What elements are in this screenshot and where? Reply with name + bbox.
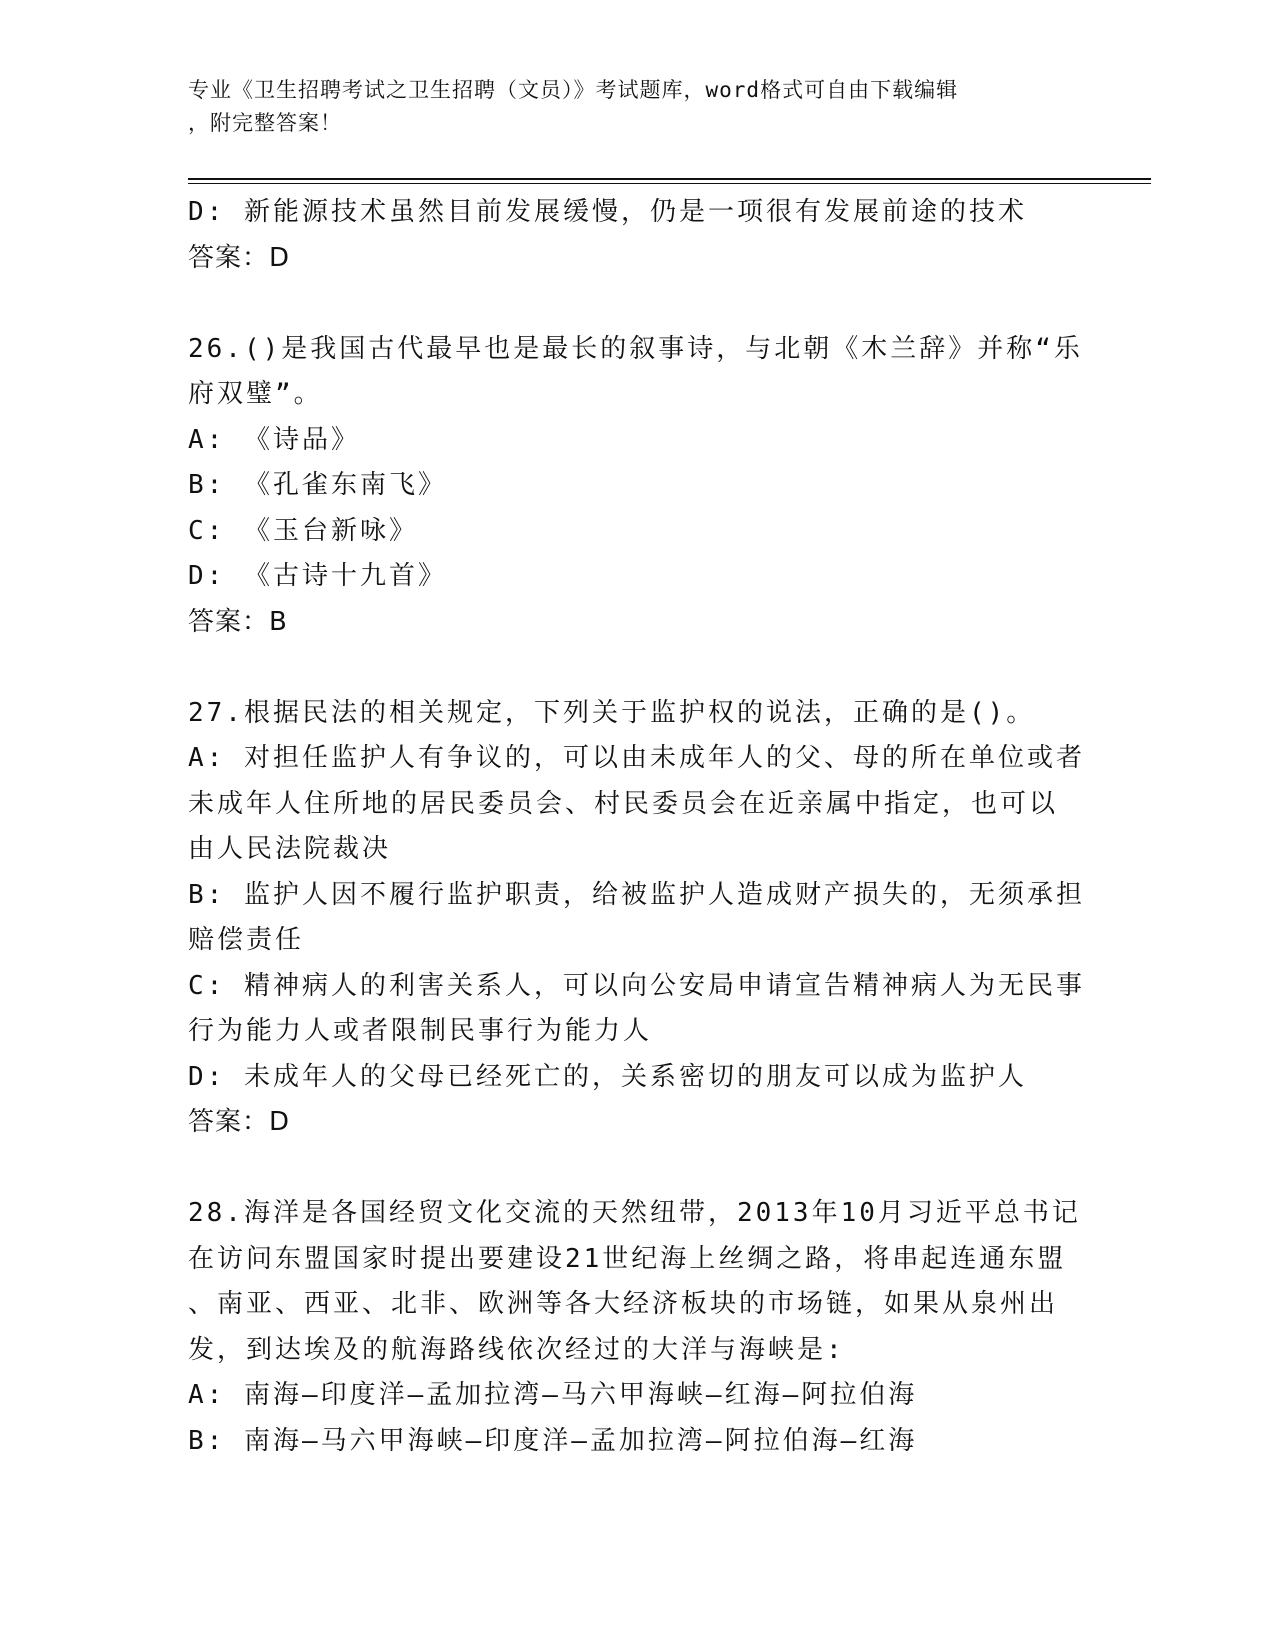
header-divider-thick bbox=[188, 178, 1151, 180]
q26-option-a: A: 《诗品》 bbox=[188, 424, 360, 455]
spacer bbox=[188, 281, 1088, 327]
spacer bbox=[188, 1146, 1088, 1192]
q27-option-c-line-1: C: 精神病人的利害关系人，可以向公安局申请宣告精神病人为无民事 bbox=[188, 970, 1085, 1001]
q28-option-a: A: 南海—印度洋—孟加拉湾—马六甲海峡—红海—阿拉伯海 bbox=[188, 1380, 918, 1410]
q27-option-a-line-1: A: 对担任监护人有争议的，可以由未成年人的父、母的所在单位或者 bbox=[188, 743, 1085, 773]
q27-option-d: D: 未成年人的父母已经死亡的，关系密切的朋友可以成为监护人 bbox=[188, 1061, 1027, 1092]
q28-stem-line-4: 发，到达埃及的航海路线依次经过的大洋与海峡是: bbox=[188, 1334, 845, 1365]
q27-answer: 答案：D bbox=[188, 1107, 291, 1137]
q25-option-d: D: 新能源技术虽然目前发展缓慢，仍是一项很有发展前途的技术 bbox=[188, 197, 1027, 227]
document-body bbox=[188, 190, 1088, 1464]
q26-stem-line-1: 26.()是我国古代最早也是最长的叙事诗，与北朝《木兰辞》并称“乐 bbox=[188, 333, 1083, 364]
header-divider-thin bbox=[188, 183, 1151, 184]
q26-option-d: D: 《古诗十九首》 bbox=[188, 561, 447, 591]
q26-option-b: B: 《孔雀东南飞》 bbox=[188, 470, 447, 500]
page-header bbox=[188, 74, 1068, 140]
q28-stem-line-2: 在访问东盟国家时提出要建设21世纪海上丝绸之路，将串起连通东盟 bbox=[188, 1243, 1067, 1274]
q27-option-a-line-3: 由人民法院裁决 bbox=[188, 834, 392, 864]
q28-stem-line-1: 28.海洋是各国经贸文化交流的天然纽带，2013年10月习近平总书记 bbox=[188, 1198, 1081, 1228]
q26-answer: 答案：B bbox=[188, 606, 288, 637]
spacer bbox=[188, 645, 1088, 691]
q27-option-a-line-2: 未成年人住所地的居民委员会、村民委员会在近亲属中指定，也可以 bbox=[188, 788, 1059, 819]
q28-stem-line-3: 、南亚、西亚、北非、欧洲等各大经济板块的市场链，如果从泉州出 bbox=[188, 1289, 1059, 1319]
q28-option-b: B: 南海—马六甲海峡—印度洋—孟加拉湾—阿拉伯海—红海 bbox=[188, 1425, 918, 1456]
q27-option-b-line-2: 赔偿责任 bbox=[188, 925, 305, 955]
q26-stem-line-2: 府双璧”。 bbox=[188, 379, 323, 409]
q27-option-b-line-1: B: 监护人因不履行监护职责，给被监护人造成财产损失的，无须承担 bbox=[188, 879, 1085, 910]
q27-stem: 27.根据民法的相关规定，下列关于监护权的说法，正确的是()。 bbox=[188, 697, 1036, 728]
q27-option-c-line-2: 行为能力人或者限制民事行为能力人 bbox=[188, 1016, 653, 1046]
header-line-2: ，附完整答案！ bbox=[188, 111, 342, 135]
header-line-1: 专业《卫生招聘考试之卫生招聘（文员）》考试题库，word格式可自由下载编辑 bbox=[188, 78, 959, 102]
q26-option-c: C: 《玉台新咏》 bbox=[188, 515, 418, 546]
q25-answer: 答案：D bbox=[188, 242, 291, 273]
